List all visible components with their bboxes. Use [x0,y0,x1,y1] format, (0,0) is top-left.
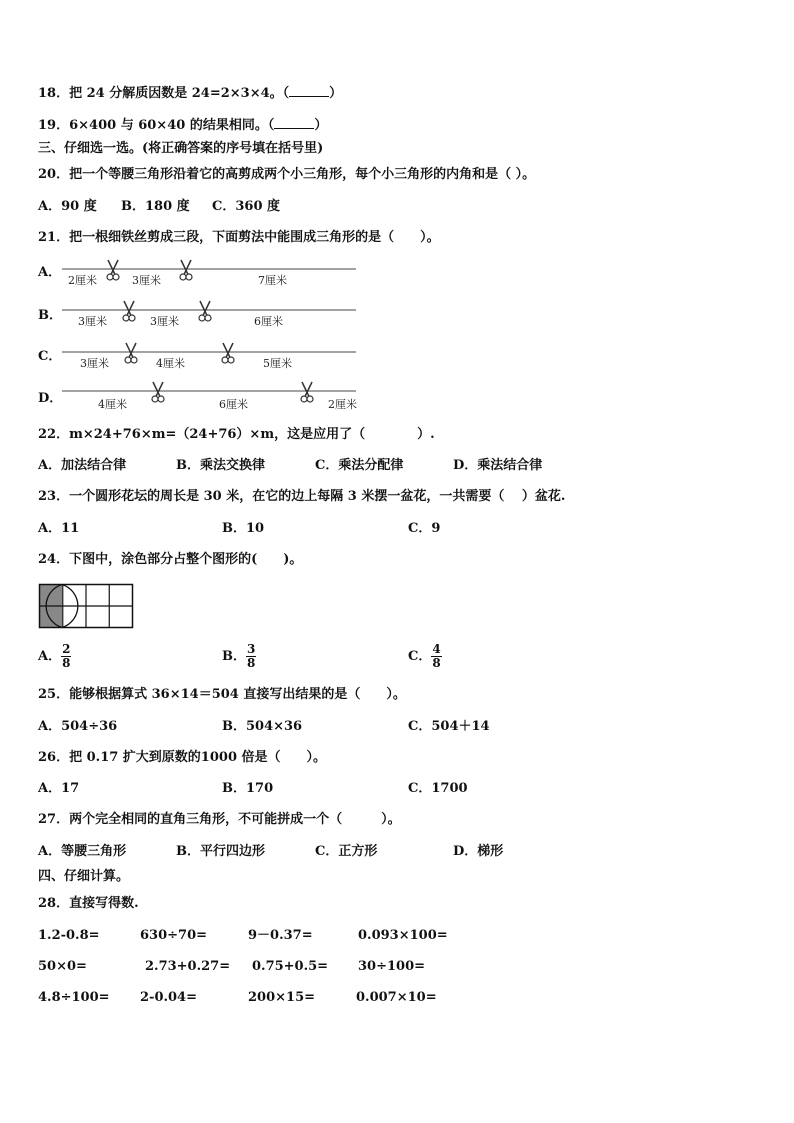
question-20: 20．把一个等腰三角形沿着它的高剪成两个小三角形，每个小三角形的内角和是（ ）。 [38,167,536,182]
question-19: 19．6×400 与 60×40 的结果相同。（ ） [38,118,328,133]
option-c: C．正方形 [315,844,378,859]
question-28: 28．直接写得数. [38,896,139,911]
segment-label: 6厘米 [254,315,283,328]
scissors-icon [222,343,234,363]
calc-item: 630÷70= [140,928,208,943]
calc-item: 2-0.04= [140,990,197,1005]
wire-b [62,301,356,328]
wire-c [62,343,356,370]
section-heading-3: 三、仔细选一选。(将正确答案的序号填在括号里) [38,141,324,156]
segment-label: 4厘米 [156,357,185,370]
option-c: C． [38,349,62,364]
answer-blank[interactable] [289,84,329,97]
scissors-icon [152,382,164,402]
segment-label: 2厘米 [328,398,357,411]
calc-item: 2.73+0.27= [145,959,231,974]
segment-label: 2厘米 [68,274,97,287]
calc-item: 1.2-0.8= [38,928,100,943]
scissors-icon [107,260,119,280]
question-18-text: 18．把 24 分解质因数是 24=2×3×4。（ [38,86,290,101]
calc-item: 0.75+0.5= [252,959,329,974]
option-a: A．加法结合律 [38,458,127,473]
option-a: A． [38,265,62,280]
question-22: 22．m×24+76×m=（24+76）×m，这是应用了（ ）. [38,427,435,442]
segment-label: 3厘米 [132,274,161,287]
option-c: C．1700 [408,781,468,796]
option-b: B．平行四边形 [176,844,265,859]
option-d: D． [38,391,63,406]
question-19-text: 19．6×400 与 60×40 的结果相同。（ [38,118,275,133]
question-25: 25．能够根据算式 36×14＝504 直接写出结果的是（ ）。 [38,687,406,702]
option-a: A． $\frac{2}{8}$ [38,642,71,670]
scissors-icon [123,301,135,321]
calc-item: 4.8÷100= [38,990,110,1005]
scissors-icon [180,260,192,280]
calc-item: 0.093×100= [358,928,448,943]
question-21: 21．把一根细铁丝剪成三段，下面剪法中能围成三角形的是（ ）。 [38,230,440,245]
calc-item: 30÷100= [358,959,426,974]
question-27: 27．两个完全相同的直角三角形，不可能拼成一个（ ）。 [38,812,401,827]
option-b: B．504×36 [222,719,303,734]
wire-a [62,260,356,287]
calc-item: 200×15= [248,990,316,1005]
option-b: B．乘法交换律 [176,458,265,473]
fraction: $\frac{2}{8}$ [62,642,71,670]
scissors-icon [199,301,211,321]
scissors-icon [301,382,313,402]
answer-blank[interactable] [274,116,314,129]
option-b: B．170 [222,781,274,796]
option-c: C．乘法分配律 [315,458,404,473]
option-c: C． $\frac{4}{8}$ [408,642,441,670]
fraction: $\frac{3}{8}$ [247,642,256,670]
option-a: A．504÷36 [38,719,118,734]
question-26: 26．把 0.17 扩大到原数的1000 倍是（ ）。 [38,750,327,765]
segment-label: 3厘米 [80,357,109,370]
wire-cut-diagrams [56,256,366,416]
question-18: 18．把 24 分解质因数是 24=2×3×4。（ ） [38,86,343,101]
segment-label: 3厘米 [78,315,107,328]
option-b: B． [38,308,62,323]
option-c: C．9 [408,521,441,536]
shaded-grid-figure [38,583,134,629]
calc-item: 0.007×10= [356,990,437,1005]
option-b: B．180 度 [121,199,190,214]
segment-label: 5厘米 [263,357,292,370]
calc-item: 9－0.37= [248,928,313,943]
option-a: A．90 度 [38,199,97,214]
option-a: A．等腰三角形 [38,844,127,859]
option-a: A．11 [38,521,80,536]
option-b: B． $\frac{3}{8}$ [222,642,256,670]
section-heading-4: 四、仔细计算。 [38,869,130,884]
question-24: 24．下图中，涂色部分占整个图形的( )。 [38,552,303,567]
option-b: B．10 [222,521,265,536]
option-d: D．乘法结合律 [453,458,543,473]
question-23: 23．一个圆形花坛的周长是 30 米，在它的边上每隔 3 米摆一盆花，一共需要（ ）盆花. [38,489,566,504]
segment-label: 6厘米 [219,398,248,411]
segment-label: 3厘米 [150,315,179,328]
option-c: C．360 度 [212,199,281,214]
scissors-icon [125,343,137,363]
option-a: A．17 [38,781,80,796]
option-c: C．504＋14 [408,719,490,734]
fraction: $\frac{4}{8}$ [432,642,441,670]
option-d: D．梯形 [453,844,504,859]
segment-label: 7厘米 [258,274,287,287]
wire-d [62,382,357,411]
segment-label: 4厘米 [98,398,127,411]
calc-item: 50×0= [38,959,87,974]
